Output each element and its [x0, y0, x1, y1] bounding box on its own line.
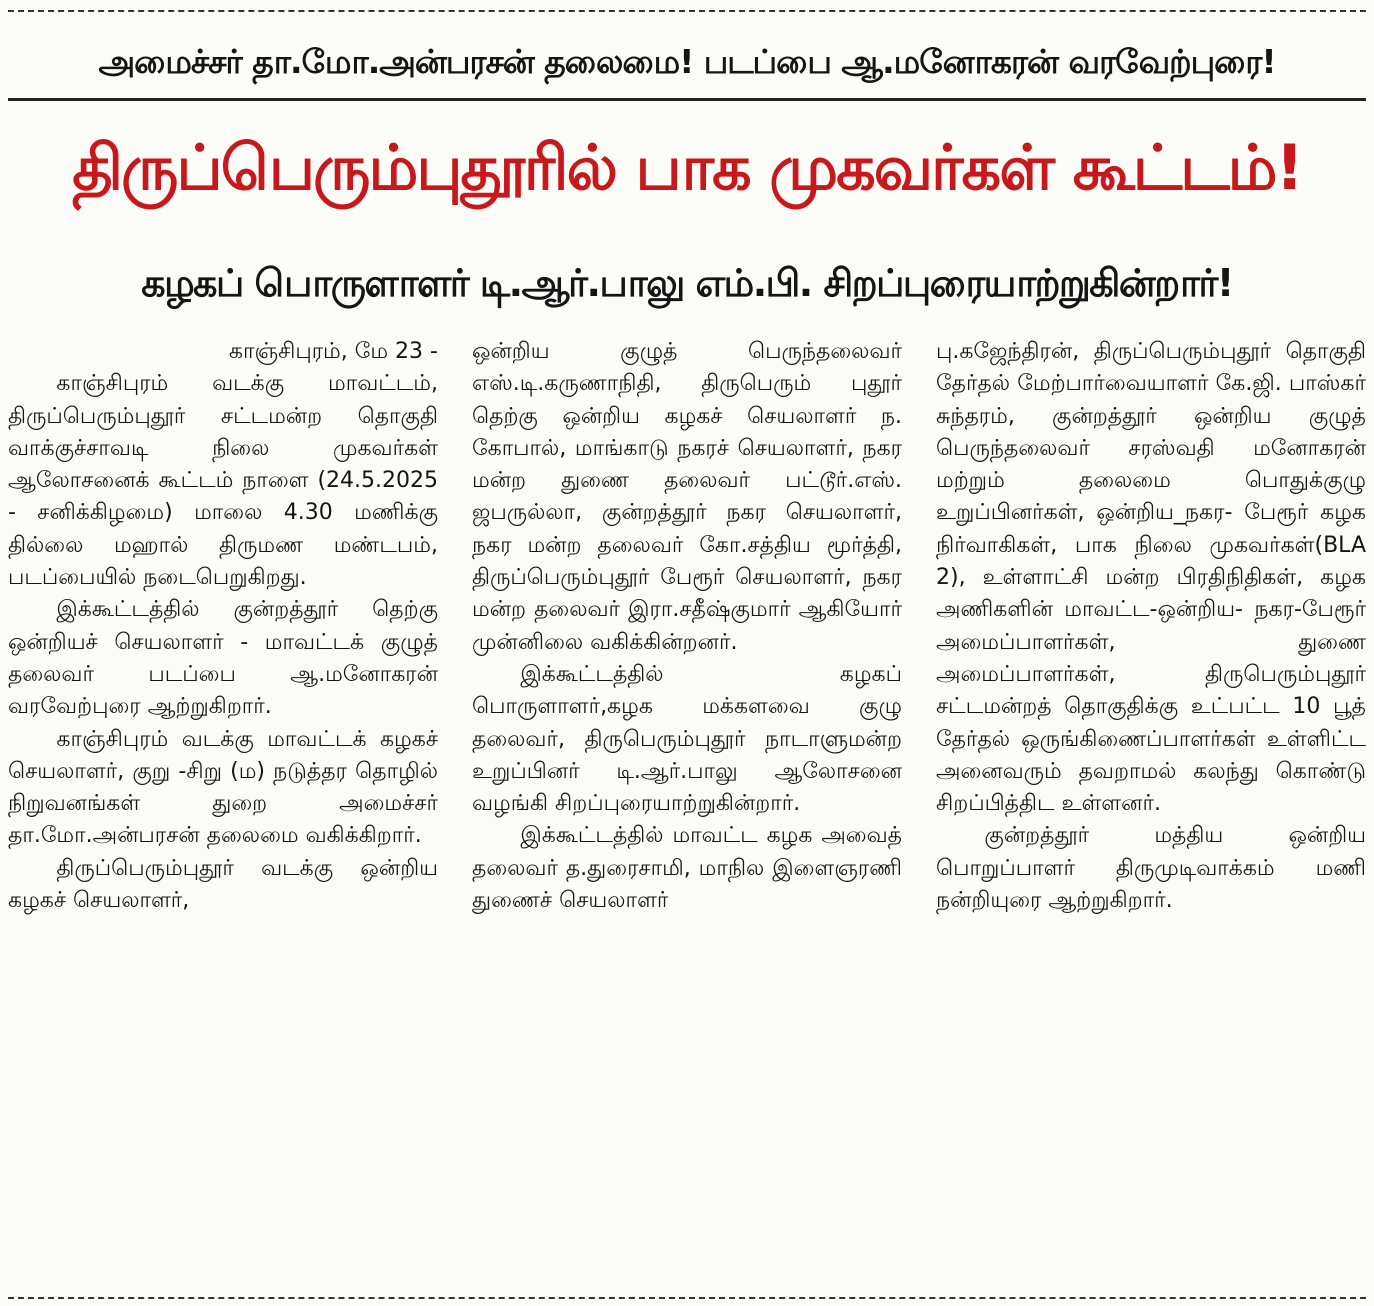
paragraph: இக்கூட்டத்தில் கழகப் பொருளாளர்,கழக மக்களவை குழு தலைவர், திருபெரும்புதூர் நாடாளுமன்ற உறுப்பினர் டி.ஆர்.பாலு ஆலோசனை வழங்கி சிறப்புரையாற்றுகின்றார். — [472, 661, 902, 817]
paragraph: பு.கஜேந்திரன், திருப்பெரும்புதூர் தொகுதி தேர்தல் மேற்பார்வையாளர் கே.ஜி. பாஸ்கர் சுந்தரம், குன்றத்தூர் ஒன்றிய குழுத் பெருந்தலைவர் சரஸ்வதி மனோகரன் மற்றும் தலைமை பொதுக்குழு உறுப்பினர்கள், ஒன்றிய_நகர- பேரூர் கழக நிர்வாகிகள், பாக நிலை முகவர்கள்(BLA 2), உள்ளாட்சி மன்ற பிரதிநிதிகள், கழக அணிகளின் மாவட்ட-ஒன்றிய- நகர-பேரூர் அமைப்பாளர்கள், துணை அமைப்பாளர்கள், திருபெரும்புதூர் சட்டமன்றத் தொகுதிக்கு உட்பட்ட 10 பூத் தேர்தல் ஒருங்கிணைப்பாளர்கள் உள்ளிட்ட அனைவரும் தவறாமல் கலந்து கொண்டு சிறப்பித்திட உள்ளனர். — [936, 339, 1366, 817]
column-3 — [936, 336, 1366, 1286]
column-2 — [472, 336, 902, 1286]
top-dashed-rule — [8, 10, 1366, 12]
subheadline: கழகப் பொருளாளர் டி.ஆர்.பாலு எம்.பி. சிறப்புரையாற்றுகின்றார்! — [141, 261, 1233, 305]
paragraph: காஞ்சிபுரம் வடக்கு மாவட்டம், திருப்பெரும்புதூர் சட்டமன்ற தொகுதி வாக்குச்சாவடி நிலை முகவர்கள் ஆலோசனைக் கூட்டம் நாளை (24.5.2025 - சனிக்கிழமை) மாலை 4.30 மணிக்கு தில்லை மஹால் திருமண மண்டபம், படப்பையில் நடைபெறுகிறது. — [8, 371, 438, 591]
paragraph: இக்கூட்டத்தில் குன்றத்தூர் தெற்கு ஒன்றியச் செயலாளர் - மாவட்டக் குழுத் தலைவர் படப்பை ஆ.மனோகரன் வரவேற்புரை ஆற்றுகிறார். — [8, 597, 438, 720]
paragraph: ஒன்றிய குழுத் பெருந்தலைவர் எஸ்.டி.கருணாநிதி, திருபெரும் புதூர் தெற்கு ஒன்றிய கழகச் செயலாளர் ந. கோபால், மாங்காடு நகரச் செயலாளர், நகர மன்ற துணை தலைவர் பட்டூர்.எஸ். ஜபருல்லா, குன்றத்தூர் நகர செயலாளர், நகர மன்ற தலைவர் கோ.சத்திய மூர்த்தி, திருப்பெரும்புதூர் பேரூர் செயலாளர், நகர மன்ற தலைவர் இரா.சதீஷ்குமார் ஆகியோர் முன்னிலை வகிக்கின்றனர். — [472, 339, 902, 655]
kicker-line: அமைச்சர் தா.மோ.அன்பரசன் தலைமை! படப்பை ஆ.மனோகரன் வரவேற்புரை! — [8, 30, 1366, 101]
bottom-dashed-rule — [8, 1297, 1366, 1299]
article-body — [8, 336, 1366, 1286]
paragraph: திருப்பெரும்புதூர் வடக்கு ஒன்றிய கழகச் செயலாளர், — [8, 855, 438, 914]
headline: திருப்பெரும்புதூரில் பாக முகவர்கள் கூட்டம்! — [72, 131, 1302, 204]
paragraph: காஞ்சிபுரம் வடக்கு மாவட்டக் கழகச் செயலாளர், குறு -சிறு (ம) நடுத்தர தொழில் நிறுவனங்கள் துறை அமைச்சர் தா.மோ.அன்பரசன் தலைமை வகிக்கிறார். — [8, 726, 438, 849]
paragraph: இக்கூட்டத்தில் மாவட்ட கழக அவைத் தலைவர் த.துரைசாமி, மாநில இளைஞரணி துணைச் செயலாளர் — [472, 823, 902, 914]
column-1 — [8, 336, 438, 1286]
paragraph: குன்றத்தூர் மத்திய ஒன்றிய பொறுப்பாளர் திருமுடிவாக்கம் மணி நன்றியுரை ஆற்றுகிறார். — [936, 823, 1366, 914]
dateline: காஞ்சிபுரம், மே 23 - — [228, 339, 438, 364]
